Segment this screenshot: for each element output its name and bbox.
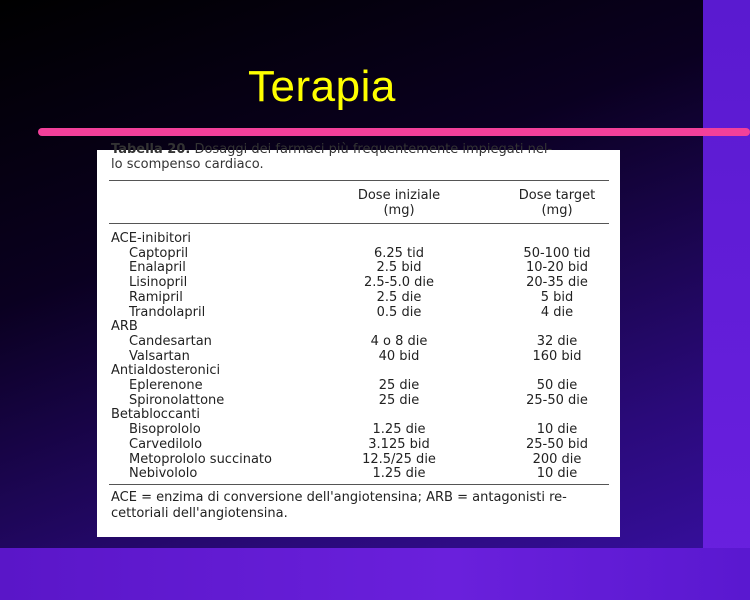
drug-class-label: Betabloccanti xyxy=(111,407,201,423)
column-header-dose-initial xyxy=(329,188,469,218)
table-caption-label: Tabella 20. xyxy=(111,142,191,157)
drug-name: Nebivololo xyxy=(129,466,198,482)
column-header-dose-initial-unit: (mg) xyxy=(383,203,415,218)
dose-target-cell: 10 die xyxy=(536,422,578,438)
drug-name: Lisinopril xyxy=(129,275,188,291)
dose-target-cell: 10-20 bid xyxy=(525,260,589,276)
drug-class-label: ACE-inibitori xyxy=(111,231,191,246)
dose-initial-cell: 3.125 bid xyxy=(368,436,430,452)
table-footnote xyxy=(111,490,611,522)
table-row xyxy=(97,260,620,275)
table-row xyxy=(97,437,620,452)
dose-target-cell: 160 bid xyxy=(532,348,582,364)
table-caption-text-1: Dosaggi dei farmaci più frequentemente impiegati nel- xyxy=(190,142,553,157)
dose-initial-cell: 4 o 8 die xyxy=(370,333,428,349)
slide-title: Terapia xyxy=(248,62,396,111)
dose-initial-cell: 6.25 tid xyxy=(373,245,425,261)
table-row xyxy=(97,422,620,437)
column-header-dose-target-unit: (mg) xyxy=(541,203,573,218)
drug-name: Eplerenone xyxy=(129,378,203,393)
drug-name: Metoprololo succinato xyxy=(129,451,272,467)
drug-class-label: ARB xyxy=(111,319,138,335)
table-group-row xyxy=(97,407,620,422)
drug-name: Bisoprololo xyxy=(129,422,201,438)
table-group-row xyxy=(97,363,620,378)
title-underline-rule xyxy=(38,128,750,136)
drug-name: Candesartan xyxy=(129,333,212,349)
dose-target-cell: 50-100 tid xyxy=(523,245,591,261)
column-header-dose-target-title: Dose target xyxy=(518,188,596,203)
dose-target-cell: 50 die xyxy=(536,378,578,393)
drug-name: Captopril xyxy=(129,245,189,261)
table-top-rule xyxy=(109,180,609,181)
dosage-table-image xyxy=(97,142,620,537)
table-caption xyxy=(111,142,611,172)
dose-initial-cell: 0.5 die xyxy=(376,304,422,320)
dose-initial-cell: 1.25 die xyxy=(372,466,426,482)
drug-name: Valsartan xyxy=(129,348,190,364)
table-row xyxy=(97,452,620,467)
dose-target-cell: 4 die xyxy=(540,304,574,320)
table-row xyxy=(97,305,620,320)
table-row xyxy=(97,246,620,261)
table-row xyxy=(97,393,620,408)
dose-target-cell: 10 die xyxy=(536,466,578,482)
dose-target-cell: 25-50 bid xyxy=(525,436,589,452)
drug-name: Spironolattone xyxy=(129,392,225,408)
drug-class-label: Antialdosteronici xyxy=(111,363,221,379)
dose-initial-cell: 25 die xyxy=(378,378,420,393)
dose-initial-cell: 2.5-5.0 die xyxy=(363,275,435,291)
drug-name: Ramipril xyxy=(129,289,183,305)
column-header-dose-target xyxy=(497,188,617,218)
drug-name: Trandolapril xyxy=(129,304,206,320)
dose-target-cell: 20-35 die xyxy=(526,275,588,291)
dose-target-cell: 5 bid xyxy=(540,289,574,305)
table-footnote-line-1: ACE = enzima di conversione dell'angiotensina; ARB = antagonisti re- xyxy=(111,490,567,505)
dose-initial-cell: 2.5 bid xyxy=(376,260,422,276)
column-header-dose-initial-title: Dose iniziale xyxy=(357,188,441,203)
drug-name: Enalapril xyxy=(129,260,186,276)
dose-target-cell: 25-50 die xyxy=(526,392,588,408)
dose-initial-cell: 2.5 die xyxy=(376,289,422,305)
dose-target-cell: 32 die xyxy=(536,333,578,349)
dose-initial-cell: 1.25 die xyxy=(372,422,426,438)
table-row xyxy=(97,349,620,364)
drug-name: Carvedilolo xyxy=(129,436,203,452)
table-row xyxy=(97,275,620,290)
table-row xyxy=(97,334,620,349)
dose-target-cell: 200 die xyxy=(532,451,582,467)
right-accent-band xyxy=(703,0,750,600)
dose-initial-cell: 25 die xyxy=(378,392,420,408)
table-row xyxy=(97,290,620,305)
table-group-row xyxy=(97,231,620,246)
dose-initial-cell: 40 bid xyxy=(378,348,420,364)
table-caption-text-2: lo scompenso cardiaco. xyxy=(111,157,264,172)
dose-initial-cell: 12.5/25 die xyxy=(362,451,436,467)
table-row xyxy=(97,466,620,481)
table-bottom-rule xyxy=(109,484,609,485)
table-row xyxy=(97,378,620,393)
bottom-accent-band xyxy=(0,548,750,600)
table-group-row xyxy=(97,319,620,334)
table-header-rule xyxy=(109,223,609,224)
table-footnote-line-2: cettoriali dell'angiotensina. xyxy=(111,506,288,521)
